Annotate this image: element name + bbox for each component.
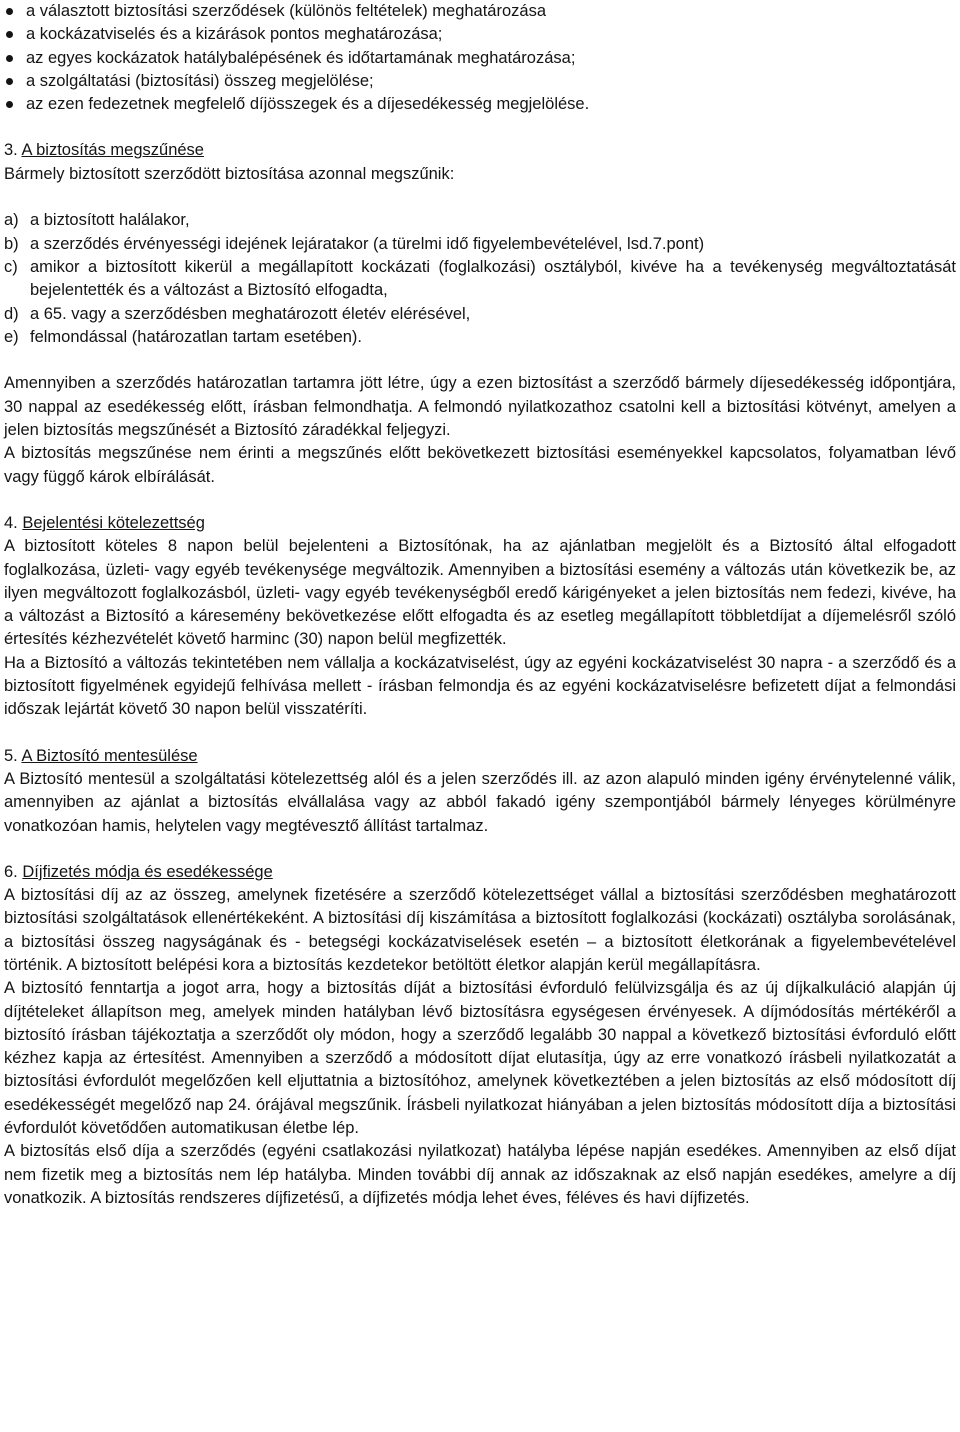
- list-item: a kockázatviselés és a kizárások pontos meghatározása;: [4, 23, 956, 46]
- section-6-heading: 6. Díjfizetés módja és esedékessége: [4, 862, 273, 881]
- section-5-paragraph: A Biztosító mentesül a szolgáltatási kötelezettség alól és a jelen szerződés ill. az azon alapuló minden igény érvénytelenné válik, amennyiben az ajánlat a biztosítás elvállalása vagy az abból fakadó igény szempontjából bármely lényeges körülményre vonatkozóan hamis, helytelen vagy megtévesztő állítást tartalmaz.: [4, 769, 956, 835]
- bullet-list: [4, 0, 956, 116]
- section-6-paragraph: A biztosító fenntartja a jogot arra, hogy a biztosítás díját a biztosítási évforduló felülvizsgálja és az új díjkalkuláció alapján új díjtételeket állapítson meg, amelyek minden hatályban lévő biztosításra egységesen érvényesek. A díjmódosítás mértékéről a biztosító írásban tájékoztatja a szerződőt oly módon, hogy a szerződő legalább 30 nappal a következő biztosítási évforduló előtt kézhez kapja az értesítést. Amennyiben a szerződő a módosított díjat elutasítja, úgy az erre vonatkozó írásbeli nyilatkozatát a biztosítási évfordulót megelőzően kell eljuttatnia a biztosítóhoz, amelynek következtében a jelen biztosítás az első módosított díj esedékességét megelőző nap 24. órájával megszűnik. Írásbeli nyilatkozat hiányában a jelen biztosítás módosított díja a biztosítási évfordulót követődően automatikusan életbe lép.: [4, 979, 956, 1138]
- bullet-icon: [6, 101, 13, 108]
- section-4-paragraph: Ha a Biztosító a változás tekintetében nem vállalja a kockázatviselést, úgy az egyéni kockázatviselést 30 napra - a szerződő és a biztosított figyelmének egyidejű felhívása mellett - írásban felmondja és az egyéni kockázatviselésre befizetett díjat a felmondási időszak lejártát követő 30 napon belül visszatéríti.: [4, 653, 956, 719]
- section-4-title: Bejelentési kötelezettség: [22, 513, 205, 532]
- bullet-icon: [6, 78, 13, 85]
- list-item: c) amikor a biztosított kikerül a megállapított kockázati (foglalkozási) osztályból, kivéve ha a tevékenység megváltoztatását bejelentették és a változást a Biztosító elfogadta,: [4, 257, 956, 300]
- list-item: a szolgáltatási (biztosítási) összeg megjelölése;: [4, 70, 956, 93]
- list-item: az egyes kockázatok hatálybalépésének és időtartamának meghatározása;: [4, 47, 956, 70]
- section-3-title: A biztosítás megszűnése: [21, 141, 204, 160]
- section-3-intro: Bármely biztosított szerződött biztosítása azonnal megszűnik:: [4, 164, 455, 183]
- bullet-icon: [6, 31, 13, 38]
- bullet-icon: [6, 8, 13, 15]
- list-item: a választott biztosítási szerződések (különös feltételek) meghatározása: [4, 0, 956, 23]
- list-item: e) felmondással (határozatlan tartam esetében).: [4, 327, 363, 346]
- list-item: az ezen fedezetnek megfelelő díjösszegek és a díjesedékesség megjelölése.: [4, 93, 956, 116]
- section-5-title: A Biztosító mentesülése: [21, 746, 198, 765]
- section-6-title: Díjfizetés módja és esedékessége: [22, 862, 273, 881]
- section-6-paragraph: A biztosítási díj az az összeg, amelynek fizetésére a szerződő kötelezettséget vállal a biztosítási szerződésben meghatározott biztosítási szolgáltatások ellenértékeként. A biztosítási díj kiszámítása a biztosított foglalkozási (kockázati) osztályba sorolásának, a biztosítási összeg nagyságának és - betegségi kockázatviselések esetén – a biztosított életkorának a figyelembevételével történik. A biztosított belépési kora a biztosítás kezdetekor betöltött életkor alapján kerül megállapításra.: [4, 886, 956, 974]
- section-5-heading: 5. A Biztosító mentesülése: [4, 746, 198, 765]
- section-6-paragraph: A biztosítás első díja a szerződés (egyéni csatlakozási nyilatkozat) hatályba lépése napján esedékes. Amennyiben az első díjat nem fizetik meg a biztosítás nem lép hatályba. Minden további díj annak az időszaknak az első napján esedékes, amelyre a díj vonatkozik. A biztosítás rendszeres díjfizetésű, a díjfizetés módja lehet éves, féléves és havi díjfizetés.: [4, 1142, 956, 1207]
- list-item: d) a 65. vagy a szerződésben meghatározott életév elérésével,: [4, 304, 471, 323]
- section-3-paragraph: Amennyiben a szerződés határozatlan tartamra jött létre, úgy a ezen biztosítást a szerződő bármely díjesedékesség időpontjára, 30 nappal az esedékesség előtt, írásban felmondhatja. A felmondó nyilatkozathoz csatolni kell a biztosítási kötvényt, amelyen a jelen biztosítás megszűnését a Biztosító záradékkal feljegyzi.: [4, 374, 956, 440]
- section-3-heading: 3. A biztosítás megszűnése: [4, 141, 204, 160]
- section-3-paragraph: A biztosítás megszűnése nem érinti a megszűnés előtt bekövetkezett biztosítási eseményekkel kapcsolatos, folyamatban lévő vagy függő károk elbírálását.: [4, 444, 956, 486]
- list-item: b) a szerződés érvényességi idejének lejáratakor (a türelmi idő figyelembevételével, lsd.7.pont): [4, 234, 705, 253]
- section-4-paragraph: A biztosított köteles 8 napon belül bejelenteni a Biztosítónak, ha az ajánlatban megjelölt és a Biztosító által elfogadott foglalkozása, üzleti- vagy egyéb tevékenysége megváltozik. Amennyiben a biztosítási esemény a változás után következik be, az ilyen megváltozott foglalkozásból, üzleti- vagy egyéb tevékenységből eredő kárigényeket a jelen biztosítás nem fedezi, kivéve, ha a változást a Biztosító a káresemény bekövetkezése előtt elfogadta és az esetleg megállapított többletdíjat a díjemelésről szóló értesítés kézhezvételét követő harminc (30) napon belül megfizették.: [4, 537, 956, 649]
- section-4-heading: 4. Bejelentési kötelezettség: [4, 513, 205, 532]
- bullet-icon: [6, 55, 13, 62]
- list-item: a) a biztosított halálakor,: [4, 211, 190, 230]
